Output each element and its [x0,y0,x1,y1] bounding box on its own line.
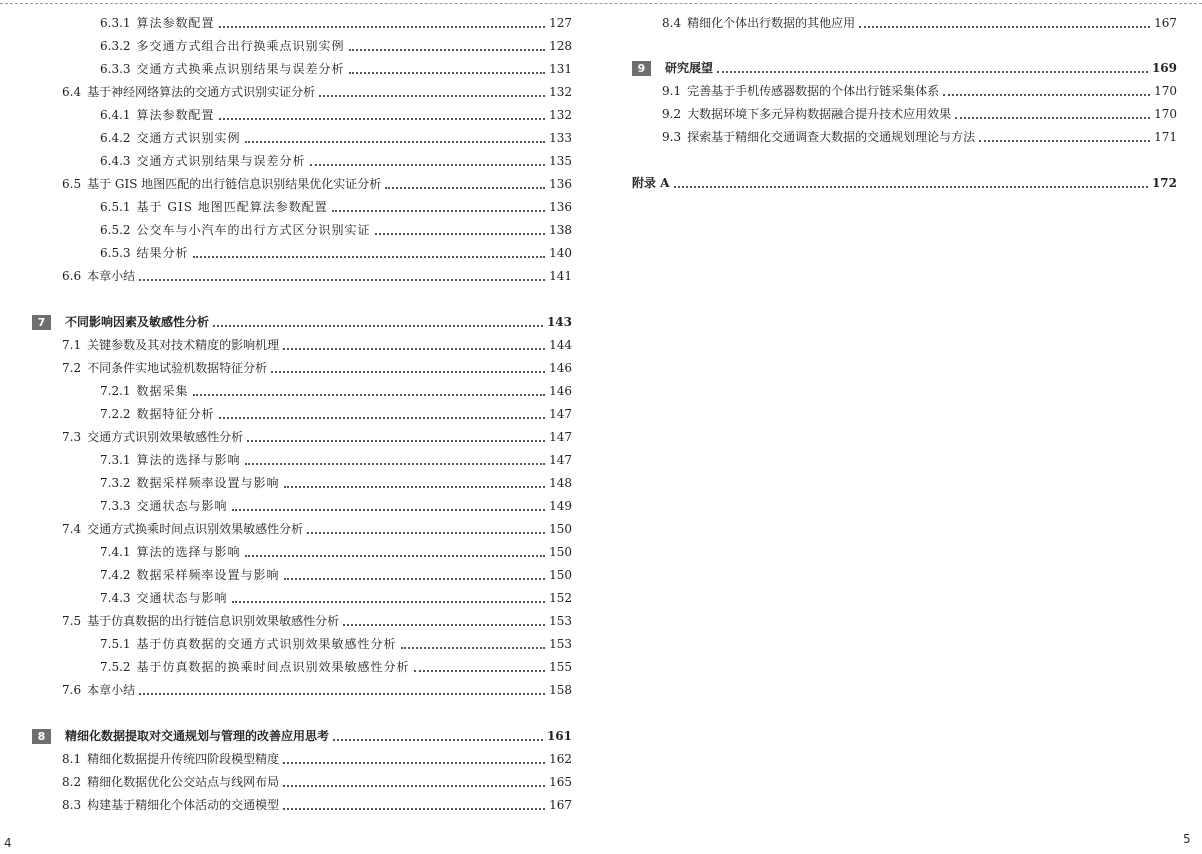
toc-entry-number: 8.1 [62,752,82,766]
toc-page-number: 149 [549,499,572,513]
dot-leader [139,692,545,695]
toc-entry-title: 完善基于手机传感器数据的个体出行链采集体系 [687,84,940,98]
dot-leader [232,600,546,603]
toc-page-number: 150 [549,522,572,536]
toc-entry-number: 7.5.2 [100,660,131,674]
toc-page-number: 150 [549,568,572,582]
toc-entry-title: 本章小结 [87,269,136,283]
toc-page-number: 165 [549,775,572,789]
toc-page-number: 171 [1154,130,1177,144]
toc-chapter-entry[interactable] [632,53,1177,76]
toc-entry-number: 7.3.2 [100,476,131,490]
toc-entry-number: 6.3.2 [100,39,131,53]
toc-entry-number: 7.5.1 [100,637,131,651]
toc-entry-title: 精细化数据优化公交站点与线网布局 [87,775,280,789]
dot-leader [343,623,545,626]
dot-leader [375,232,546,235]
toc-page-number: 131 [549,62,572,76]
dot-leader [284,485,546,488]
toc-entry-title: 基于仿真数据的交通方式识别效果敏感性分析 [136,637,397,651]
toc-entry[interactable] [100,537,572,560]
toc-entry[interactable] [62,330,572,353]
dot-leader [271,370,545,373]
toc-entry-number: 7.2.1 [100,384,131,398]
toc-page-number: 141 [549,269,572,283]
toc-entry-title: 数据采样频率设置与影响 [136,476,280,490]
toc-entry[interactable] [62,606,572,629]
toc-page-number: 150 [549,545,572,559]
toc-entry-title: 基于 GIS 地图匹配算法参数配置 [136,200,328,214]
toc-page-number: 162 [549,752,572,766]
dot-leader [943,93,1150,96]
toc-entry-title: 基于神经网络算法的交通方式识别实证分析 [87,85,316,99]
toc-entry[interactable] [100,192,572,215]
toc-entry[interactable] [62,767,572,790]
toc-entry[interactable] [100,215,572,238]
dot-leader [283,347,545,350]
toc-entry-title: 研究展望 [665,61,714,75]
dot-leader [247,439,545,442]
toc-entry[interactable] [62,353,572,376]
toc-page-number: 144 [549,338,572,352]
toc-entry[interactable] [662,122,1177,145]
toc-entry-title: 交通状态与影响 [136,591,228,605]
toc-entry-title: 精细化数据提升传统四阶段模型精度 [87,752,280,766]
toc-entry-number: 6.3.3 [100,62,131,76]
dot-leader [139,278,545,281]
toc-entry-title: 交通方式识别结果与误差分析 [136,154,306,168]
toc-page-number: 170 [1154,107,1177,121]
toc-entry-number: 7.4.2 [100,568,131,582]
toc-appendix-entry[interactable] [632,168,1177,191]
dot-leader [245,554,546,557]
toc-entry-title: 结果分析 [136,246,189,260]
toc-page-number: 132 [549,108,572,122]
toc-entry[interactable] [100,31,572,54]
toc-page-number: 161 [546,729,572,743]
toc-entry[interactable] [100,376,572,399]
toc-page-number: 146 [549,384,572,398]
toc-entry-number: 6.4.3 [100,154,131,168]
chapter-number-badge: 9 [632,61,651,76]
toc-entry[interactable] [62,169,572,192]
toc-entry[interactable] [62,77,572,100]
toc-page-number: 158 [549,683,572,697]
toc-entry[interactable] [100,54,572,77]
toc-entry-number: 6.3.1 [100,16,131,30]
toc-entry-number: 8.2 [62,775,82,789]
toc-page-number: 172 [1151,176,1177,190]
toc-entry-number: 6.4.2 [100,131,131,145]
dot-leader [283,761,545,764]
toc-entry[interactable] [62,261,572,284]
dot-leader [349,71,546,74]
toc-entry-title: 探索基于精细化交通调查大数据的交通规划理论与方法 [687,130,976,144]
toc-entry-number: 6.5.3 [100,246,131,260]
toc-page-number: 153 [549,614,572,628]
dot-leader [219,117,546,120]
toc-entry-number: 6.5 [62,177,82,191]
toc-entry-number: 6.5.2 [100,223,131,237]
toc-page-number: 135 [549,154,572,168]
toc-entry-number: 8.4 [662,16,682,30]
toc-entry-number: 7.2 [62,361,82,375]
toc-entry-number: 7.1 [62,338,82,352]
toc-entry-number: 7.6 [62,683,82,697]
toc-entry-number: 6.5.1 [100,200,131,214]
toc-page-number: 140 [549,246,572,260]
dot-leader [401,646,546,649]
toc-entry-number: 6.6 [62,269,82,283]
toc-page-number: 155 [549,660,572,674]
toc-entry-title: 附录 A [632,176,670,190]
toc-entry[interactable] [100,560,572,583]
dot-leader [717,70,1148,73]
toc-entry-title: 交通状态与影响 [136,499,228,513]
toc-page-number: 147 [549,407,572,421]
toc-entry[interactable] [62,422,572,445]
toc-entry-title: 算法的选择与影响 [136,545,241,559]
toc-entry-title: 数据采集 [136,384,189,398]
toc-entry-number: 7.4.3 [100,591,131,605]
toc-entry-number: 7.3.1 [100,453,131,467]
toc-page-number: 167 [549,798,572,812]
toc-page-number: 169 [1151,61,1177,75]
toc-entry[interactable] [100,146,572,169]
toc-entry-number: 9.3 [662,130,682,144]
toc-entry-number: 7.4.1 [100,545,131,559]
dot-leader [385,186,545,189]
dot-leader [414,669,546,672]
toc-page-number: 128 [549,39,572,53]
left-page-number: 4 [4,836,12,850]
toc-entry-title: 数据采样频率设置与影响 [136,568,280,582]
toc-entry-title: 关键参数及其对技术精度的影响机理 [87,338,280,352]
dot-leader [213,324,543,327]
dot-leader [193,393,546,396]
toc-entry[interactable] [100,468,572,491]
toc-page-number: 167 [1154,16,1177,30]
toc-entry[interactable] [100,652,572,675]
toc-chapter-entry[interactable] [32,721,572,744]
dot-leader [245,462,546,465]
toc-entry-title: 交通方式识别实例 [136,131,241,145]
toc-entry[interactable] [662,76,1177,99]
toc-entry-number: 6.4.1 [100,108,131,122]
toc-entry-title: 构建基于精细化个体活动的交通模型 [87,798,280,812]
dot-leader [333,738,543,741]
dot-leader [310,163,546,166]
toc-entry[interactable] [62,790,572,813]
toc-page-number: 152 [549,591,572,605]
right-page-number: 5 [1183,832,1191,846]
toc-entry-number: 7.5 [62,614,82,628]
toc-chapter-entry[interactable] [32,307,572,330]
toc-entry-title: 基于 GIS 地图匹配的出行链信息识别结果优化实证分析 [87,177,382,191]
dot-leader [674,185,1148,188]
dot-leader [349,48,546,51]
dot-leader [332,209,545,212]
toc-entry[interactable] [62,675,572,698]
dot-leader [284,577,546,580]
toc-entry-number: 6.4 [62,85,82,99]
toc-entry-title: 交通方式识别效果敏感性分析 [87,430,244,444]
toc-entry[interactable] [100,583,572,606]
dot-leader [859,25,1150,28]
toc-entry-number: 7.2.2 [100,407,131,421]
toc-entry[interactable] [100,399,572,422]
toc-page-number: 143 [546,315,572,329]
toc-entry-title: 大数据环境下多元异构数据融合提升技术应用效果 [687,107,952,121]
dot-leader [245,140,546,143]
toc-entry-number: 9.1 [662,84,682,98]
toc-entry-title: 算法参数配置 [136,16,215,30]
toc-entry-number: 8.3 [62,798,82,812]
toc-page-number: 136 [549,200,572,214]
toc-entry-title: 算法参数配置 [136,108,215,122]
toc-entry[interactable] [100,629,572,652]
toc-entry-title: 精细化个体出行数据的其他应用 [687,16,856,30]
dot-leader [955,116,1150,119]
dot-leader [307,531,545,534]
toc-entry-title: 基于仿真数据的出行链信息识别效果敏感性分析 [87,614,340,628]
toc-entry[interactable] [100,8,572,31]
toc-entry[interactable] [100,445,572,468]
dot-leader [193,255,546,258]
toc-entry-number: 7.4 [62,522,82,536]
toc-entry-title: 本章小结 [87,683,136,697]
chapter-number-badge: 7 [32,315,51,330]
toc-page-number: 133 [549,131,572,145]
dot-leader [283,784,545,787]
toc-entry-title: 多交通方式组合出行换乘点识别实例 [136,39,345,53]
toc-page-number: 146 [549,361,572,375]
toc-page-number: 138 [549,223,572,237]
dot-leader [219,25,546,28]
dot-leader [283,807,545,810]
toc-page-number: 136 [549,177,572,191]
toc-page-number: 127 [549,16,572,30]
toc-entry-title: 算法的选择与影响 [136,453,241,467]
toc-entry[interactable] [100,238,572,261]
toc-entry-title: 不同影响因素及敏感性分析 [65,315,210,329]
toc-page-number: 132 [549,85,572,99]
toc-entry[interactable] [100,123,572,146]
toc-page-number: 148 [549,476,572,490]
toc-entry[interactable] [662,99,1177,122]
chapter-number-badge: 8 [32,729,51,744]
toc-page-number: 153 [549,637,572,651]
toc-page-number: 147 [549,453,572,467]
toc-entry-number: 9.2 [662,107,682,121]
toc-entry-title: 不同条件实地试验机数据特征分析 [87,361,268,375]
toc-entry[interactable] [662,8,1177,31]
toc-entry-title: 交通方式换乘点识别结果与误差分析 [136,62,345,76]
toc-entry[interactable] [62,744,572,767]
toc-page-number: 147 [549,430,572,444]
toc-entry-title: 精细化数据提取对交通规划与管理的改善应用思考 [65,729,330,743]
toc-entry[interactable] [100,100,572,123]
toc-entry-title: 基于仿真数据的换乘时间点识别效果敏感性分析 [136,660,410,674]
dot-leader [979,139,1150,142]
toc-page-number: 170 [1154,84,1177,98]
dot-leader [219,416,546,419]
toc-entry-number: 7.3 [62,430,82,444]
toc-entry-number: 7.3.3 [100,499,131,513]
top-dashed-rule [0,3,1202,4]
toc-entry-title: 公交车与小汽车的出行方式区分识别实证 [136,223,371,237]
toc-entry[interactable] [62,514,572,537]
dot-leader [319,94,545,97]
toc-entry[interactable] [100,491,572,514]
toc-entry-title: 数据特征分析 [136,407,215,421]
dot-leader [232,508,546,511]
toc-entry-title: 交通方式换乘时间点识别效果敏感性分析 [87,522,304,536]
